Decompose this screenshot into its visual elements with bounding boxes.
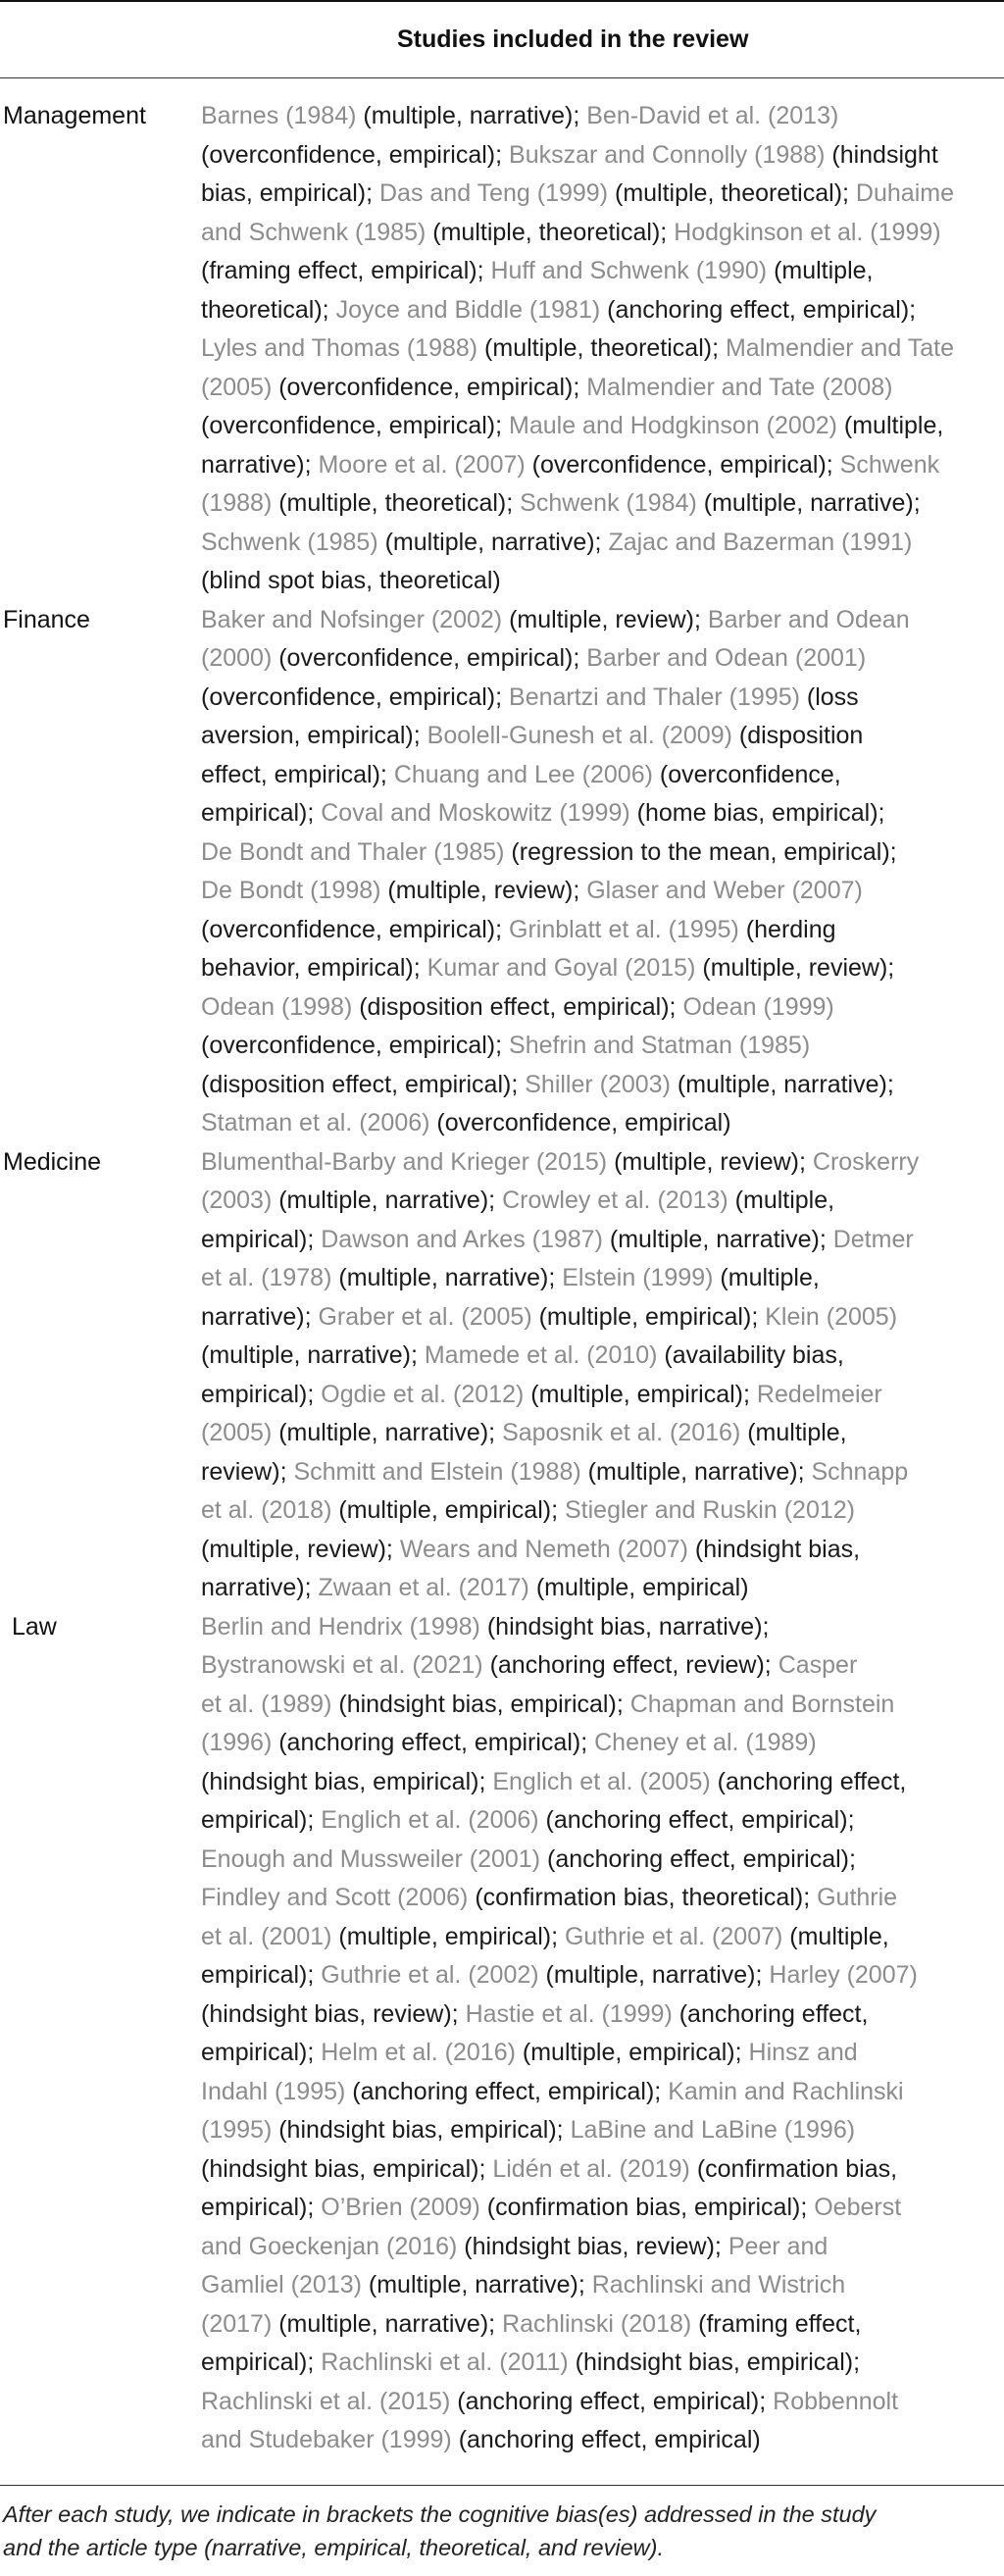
study-reference: Rachlinski et al. (2011) (321, 2349, 569, 2376)
study-annotation: narrative); (201, 1574, 319, 1601)
study-line (201, 1376, 1000, 1415)
study-annotation: (multiple, empirical) (528, 1574, 749, 1601)
study-line (201, 2034, 1000, 2073)
study-reference: Lyles and Thomas (1988) (201, 334, 478, 362)
study-reference: Croskerry (812, 1147, 920, 1176)
study-reference: Maule and Hodgkinson (2002) (509, 412, 837, 439)
study-annotation: review); (201, 1457, 294, 1486)
study-reference: Elstein (1999) (562, 1264, 714, 1291)
study-line (201, 407, 1000, 446)
study-reference: Shefrin and Statman (1985) (509, 1032, 811, 1059)
study-line (201, 1104, 1000, 1143)
study-annotation: (multiple, empirical); (331, 1496, 565, 1524)
study-line (201, 679, 1000, 718)
study-reference: Hodgkinson et al. (1999) (674, 218, 941, 246)
study-annotation: empirical); (201, 2349, 322, 2376)
study-reference: Cheney et al. (1989) (594, 1729, 817, 1756)
study-line (201, 136, 1000, 176)
category-label: Law (12, 1612, 57, 1641)
study-reference: Gamliel (2013) (201, 2271, 362, 2298)
study-annotation: (multiple, narrative); (580, 1457, 812, 1486)
study-line (201, 291, 1000, 330)
study-line (201, 756, 1000, 795)
study-annotation: (herding (738, 915, 836, 943)
study-reference: Redelmeier (756, 1380, 882, 1408)
study-annotation: (hindsight bias, review); (201, 1999, 466, 2028)
study-line (201, 1724, 1000, 1763)
study-annotation: (multiple, narrative); (356, 102, 587, 129)
study-reference: O’Brien (2009) (321, 2194, 480, 2221)
study-annotation: (anchoring effect, empirical); (345, 2077, 669, 2105)
study-line (201, 1686, 1000, 1725)
study-annotation: (multiple, narrative); (538, 1961, 770, 1989)
study-reference: and Schwenk (1985) (201, 218, 427, 246)
study-annotation: (multiple, (782, 1922, 889, 1950)
study-annotation: (disposition (731, 722, 864, 749)
study-reference: Chuang and Lee (2006) (393, 760, 653, 788)
study-annotation: (multiple, empirical); (524, 1380, 757, 1408)
study-line (201, 1221, 1000, 1260)
study-annotation: (disposition effect, empirical); (352, 992, 683, 1021)
footnote-line: and the article type (narrative, empirical, theoretical, and review). (3, 2534, 664, 2560)
category-label: Management (3, 102, 146, 129)
study-annotation: (anchoring effect, empirical); (450, 2387, 774, 2415)
study-reference: Detmer (832, 1225, 914, 1253)
study-reference: Kumar and Goyal (2015) (427, 954, 696, 982)
study-annotation: (multiple, theoretical); (477, 334, 726, 362)
study-annotation: bias, empirical); (201, 179, 379, 207)
study-line (201, 1298, 1000, 1338)
study-annotation: (multiple, narrative); (331, 1264, 563, 1291)
study-annotation: (multiple, empirical); (331, 1922, 565, 1950)
category-label: Finance (3, 605, 90, 633)
study-line (201, 911, 1000, 950)
study-reference: Robbennolt (773, 2387, 899, 2415)
study-reference: Odean (1998) (201, 992, 353, 1021)
study-annotation: (anchoring effect, (672, 1999, 869, 2028)
study-annotation: (multiple, review); (201, 1535, 400, 1563)
study-line (201, 175, 1000, 214)
study-reference: Malmendier and Tate (725, 334, 954, 362)
study-annotation: (regression to the mean, empirical); (504, 837, 897, 866)
study-annotation: (hindsight bias, review); (457, 2232, 728, 2260)
study-line (201, 1995, 1000, 2035)
study-annotation: (anchoring effect, (710, 1767, 907, 1795)
header-rule (0, 77, 1004, 78)
study-reference: Ben-David et al. (2013) (586, 102, 839, 129)
study-reference: (1995) (201, 2116, 273, 2144)
study-reference: et al. (1989) (201, 1690, 332, 1718)
study-annotation: (loss (799, 682, 859, 711)
study-reference: Moore et al. (2007) (318, 450, 526, 479)
column-header-studies: Studies included in the review (397, 25, 749, 53)
study-reference: Findley and Scott (2006) (201, 1884, 469, 1911)
study-line (201, 1453, 1000, 1492)
study-line (201, 639, 1000, 679)
study-reference: Rachlinski (2018) (502, 2309, 692, 2338)
study-annotation: (overconfidence, empirical); (201, 412, 510, 439)
study-line (201, 1569, 1000, 1608)
study-reference: (2017) (201, 2309, 273, 2338)
study-annotation: behavior, empirical); (201, 954, 427, 982)
study-annotation: (multiple, narrative); (670, 1070, 894, 1098)
study-reference: Klein (2005) (765, 1302, 898, 1331)
category-label: Medicine (3, 1147, 102, 1176)
study-annotation: (multiple, theoretical); (272, 489, 521, 517)
study-annotation: (multiple, narrative); (361, 2271, 592, 2298)
study-reference: (1996) (201, 1729, 273, 1756)
study-line (201, 1143, 1000, 1183)
study-reference: et al. (2001) (201, 1922, 332, 1950)
study-annotation: (multiple, review); (502, 605, 708, 633)
study-reference: Das and Teng (1999) (379, 179, 609, 207)
study-line (201, 1956, 1000, 1995)
study-annotation: (overconfidence, (652, 760, 841, 788)
study-reference: Barnes (1984) (201, 102, 357, 129)
study-line (201, 1182, 1000, 1221)
study-reference: Glaser and Weber (2007) (586, 877, 863, 904)
study-reference: Hastie et al. (1999) (465, 1999, 673, 2028)
study-reference: Joyce and Biddle (1981) (335, 295, 601, 324)
study-reference: Englich et al. (2005) (492, 1767, 711, 1795)
study-annotation: (multiple, (740, 1419, 847, 1446)
study-reference: De Bondt (1998) (201, 877, 381, 904)
study-annotation: (anchoring effect, review); (482, 1651, 778, 1679)
study-reference: Chapman and Bornstein (629, 1690, 895, 1718)
study-line (201, 717, 1000, 756)
study-line (201, 2421, 1000, 2460)
study-reference: Helm et al. (2016) (321, 2039, 516, 2066)
study-annotation: (multiple, narrative); (696, 489, 921, 517)
study-reference: Graber et al. (2005) (318, 1302, 532, 1331)
study-line (201, 1337, 1000, 1376)
study-reference: Kamin and Rachlinski (668, 2077, 904, 2105)
bottom-rule (0, 2485, 1004, 2486)
study-reference: Guthrie et al. (2002) (321, 1961, 539, 1989)
study-line (201, 1066, 1000, 1105)
study-reference: Huff and Schwenk (1990) (490, 257, 768, 284)
study-reference: Bystranowski et al. (2021) (201, 1651, 483, 1679)
study-annotation: narrative); (201, 1302, 319, 1331)
study-line (201, 988, 1000, 1028)
study-reference: Bukszar and Connolly (1988) (509, 140, 826, 169)
study-annotation: (multiple, review); (695, 954, 895, 982)
study-reference: et al. (1978) (201, 1264, 332, 1291)
study-line (201, 601, 1000, 640)
study-reference: Odean (1999) (682, 992, 834, 1021)
studies-cell (201, 1143, 1000, 1608)
study-reference: Rachlinski and Wistrich (591, 2271, 846, 2298)
study-annotation: (multiple, review); (380, 877, 587, 904)
study-annotation: (multiple, empirical); (515, 2039, 749, 2066)
study-annotation: (anchoring effect, empirical); (540, 1844, 856, 1873)
study-line (201, 484, 1000, 524)
study-line (201, 1841, 1000, 1880)
study-reference: Ogdie et al. (2012) (321, 1380, 525, 1408)
study-annotation: (blind spot bias, theoretical) (201, 567, 501, 594)
study-line (201, 214, 1000, 253)
study-reference: Mamede et al. (2010) (424, 1341, 658, 1369)
study-reference: (2000) (201, 644, 273, 672)
study-annotation: (overconfidence, empirical); (201, 915, 510, 943)
table-footnote (3, 2499, 998, 2564)
study-annotation: (multiple, (836, 412, 944, 439)
study-reference: (2003) (201, 1187, 273, 1214)
study-reference: De Bondt and Thaler (1985) (201, 837, 505, 866)
study-annotation: (overconfidence, empirical); (201, 1032, 510, 1059)
study-line (201, 1608, 1000, 1647)
study-line (201, 252, 1000, 291)
study-annotation: effect, empirical); (201, 760, 394, 788)
study-reference: Shiller (2003) (525, 1070, 671, 1098)
study-line (201, 1259, 1000, 1298)
study-reference: Benartzi and Thaler (1995) (509, 682, 800, 711)
study-reference: Grinblatt et al. (1995) (509, 915, 739, 943)
study-line (201, 1879, 1000, 1918)
study-line (201, 329, 1000, 369)
study-reference: Statman et al. (2006) (201, 1109, 430, 1136)
study-line (201, 2383, 1000, 2422)
study-line (201, 1414, 1000, 1453)
study-annotation: (multiple, narrative); (377, 528, 609, 556)
study-annotation: empirical); (201, 2039, 322, 2066)
study-annotation: (hindsight bias, empirical); (201, 2154, 493, 2183)
study-annotation: (multiple, (728, 1187, 835, 1214)
study-reference: and Goeckenjan (2016) (201, 2232, 458, 2260)
study-annotation: (anchoring effect, empirical); (272, 1729, 595, 1756)
study-annotation: (multiple, empirical); (531, 1302, 766, 1331)
study-line (201, 1918, 1000, 1957)
study-line (201, 2305, 1000, 2345)
study-reference: Harley (2007) (769, 1961, 918, 1989)
study-reference: Casper (778, 1651, 858, 1679)
study-annotation: (multiple, review); (607, 1147, 813, 1176)
study-annotation: (multiple, narrative); (272, 1187, 503, 1214)
study-annotation: (overconfidence, empirical) (429, 1109, 731, 1136)
study-annotation: (multiple, narrative); (272, 2309, 503, 2338)
study-reference: Schwenk (1984) (520, 489, 697, 517)
study-line (201, 2073, 1000, 2112)
study-reference: Crowley et al. (2013) (502, 1187, 728, 1214)
study-annotation: (multiple, theoretical); (426, 218, 675, 246)
study-annotation: (disposition effect, empirical); (201, 1070, 526, 1098)
study-annotation: (confirmation bias, theoretical); (468, 1884, 818, 1911)
study-annotation: (hindsight bias, empirical); (201, 1767, 493, 1795)
table-header (0, 2, 1004, 76)
study-reference: (2005) (201, 373, 273, 401)
study-reference: Guthrie et al. (2007) (564, 1922, 783, 1950)
study-reference: Hinsz and (748, 2039, 858, 2066)
study-annotation: (anchoring effect, empirical) (451, 2426, 761, 2453)
study-annotation: (confirmation bias, (689, 2154, 898, 2183)
study-reference: Schnapp (811, 1457, 909, 1486)
study-annotation: (multiple, (713, 1264, 820, 1291)
study-annotation: empirical); (201, 1380, 322, 1408)
study-annotation: (hindsight bias, (687, 1535, 861, 1563)
study-reference: Wears and Nemeth (2007) (399, 1535, 688, 1563)
study-reference: Schwenk (1985) (201, 528, 378, 556)
study-reference: Englich et al. (2006) (321, 1806, 539, 1834)
study-reference: Rachlinski et al. (2015) (201, 2387, 451, 2415)
study-reference: Malmendier and Tate (2008) (586, 373, 893, 401)
study-line (201, 872, 1000, 911)
study-annotation: (framing effect, empirical); (201, 257, 491, 284)
studies-cell (201, 97, 1000, 601)
study-line (201, 2111, 1000, 2150)
study-annotation: (anchoring effect, empirical); (538, 1806, 855, 1834)
study-annotation: (multiple, narrative); (201, 1341, 425, 1369)
study-annotation: empirical); (201, 2194, 322, 2221)
study-reference: Oeberst (814, 2194, 902, 2221)
study-line (201, 2228, 1000, 2267)
study-reference: (1988) (201, 489, 273, 517)
study-reference: Guthrie (817, 1884, 898, 1911)
study-annotation: (hindsight bias, empirical); (331, 1690, 630, 1718)
study-line (201, 2266, 1000, 2305)
study-reference: Indahl (1995) (201, 2077, 346, 2105)
study-annotation: narrative); (201, 450, 319, 479)
study-reference: Boolell-Gunesh et al. (2009) (427, 722, 732, 749)
study-annotation: (framing effect, (691, 2309, 862, 2338)
study-annotation: empirical); (201, 1806, 322, 1834)
study-annotation: (overconfidence, empirical); (272, 644, 587, 672)
study-annotation: empirical); (201, 799, 322, 827)
study-annotation: aversion, empirical); (201, 722, 427, 749)
study-reference: Peer and (728, 2232, 828, 2260)
study-reference: Stiegler and Ruskin (2012) (564, 1496, 855, 1524)
study-line (201, 524, 1000, 563)
study-line (201, 2189, 1000, 2228)
study-reference: Dawson and Arkes (1987) (321, 1225, 603, 1253)
study-annotation: (multiple, narrative); (602, 1225, 833, 1253)
study-line (201, 794, 1000, 833)
study-annotation: (hindsight (825, 140, 938, 169)
study-reference: et al. (2018) (201, 1496, 332, 1524)
study-line (201, 949, 1000, 988)
study-reference: Lidén et al. (2019) (492, 2154, 690, 2183)
study-annotation: (overconfidence, empirical); (201, 140, 510, 169)
study-reference: Schmitt and Elstein (1988) (293, 1457, 581, 1486)
study-annotation: (home bias, empirical); (629, 799, 885, 827)
study-reference: Saposnik et al. (2016) (502, 1419, 741, 1446)
study-annotation: (confirmation bias, empirical); (479, 2194, 815, 2221)
study-line (201, 446, 1000, 485)
study-line (201, 833, 1000, 873)
study-reference: (2005) (201, 1419, 273, 1446)
study-reference: and Studebaker (1999) (201, 2426, 452, 2453)
study-reference: LaBine and LaBine (1996) (570, 2116, 856, 2144)
study-reference: Enough and Mussweiler (2001) (201, 1844, 541, 1873)
study-line (201, 2150, 1000, 2190)
studies-cell (201, 601, 1000, 1143)
footnote-line: After each study, we indicate in brackets the cognitive bias(es) addressed in the study (3, 2501, 877, 2527)
study-annotation: (hindsight bias, empirical); (272, 2116, 571, 2144)
study-annotation: (multiple, (767, 257, 874, 284)
study-reference: Zwaan et al. (2017) (318, 1574, 529, 1601)
study-annotation: (overconfidence, empirical); (272, 373, 587, 401)
study-line (201, 97, 1000, 136)
study-reference: Blumenthal-Barby and Krieger (2015) (201, 1147, 608, 1176)
study-annotation: (hindsight bias, empirical); (568, 2349, 861, 2376)
study-annotation: (anchoring effect, empirical); (600, 295, 917, 324)
study-line (201, 1531, 1000, 1570)
study-reference: Baker and Nofsinger (2002) (201, 605, 503, 633)
study-annotation: empirical); (201, 1225, 322, 1253)
study-annotation: (multiple, theoretical); (608, 179, 856, 207)
study-reference: Schwenk (839, 450, 940, 479)
study-reference: Duhaime (855, 179, 954, 207)
study-line (201, 1763, 1000, 1802)
study-annotation: theoretical); (201, 295, 336, 324)
study-annotation: (overconfidence, empirical); (201, 682, 510, 711)
study-line (201, 562, 1000, 601)
study-annotation: (hindsight bias, narrative); (479, 1612, 770, 1641)
study-annotation: (availability bias, (657, 1341, 844, 1369)
studies-cell (201, 1608, 1000, 2460)
study-reference: Coval and Moskowitz (1999) (321, 799, 630, 827)
study-line (201, 369, 1000, 408)
study-line (201, 1027, 1000, 1066)
study-annotation: (multiple, narrative); (272, 1419, 503, 1446)
study-annotation: empirical); (201, 1961, 322, 1989)
study-annotation: (overconfidence, empirical); (525, 450, 840, 479)
study-reference: Zajac and Bazerman (1991) (608, 528, 913, 556)
study-reference: Barber and Odean (707, 605, 910, 633)
study-reference: Berlin and Hendrix (1998) (201, 1612, 480, 1641)
study-line (201, 1801, 1000, 1841)
study-line (201, 1646, 1000, 1686)
study-line (201, 2344, 1000, 2383)
study-line (201, 1491, 1000, 1531)
study-reference: Barber and Odean (2001) (586, 644, 867, 672)
